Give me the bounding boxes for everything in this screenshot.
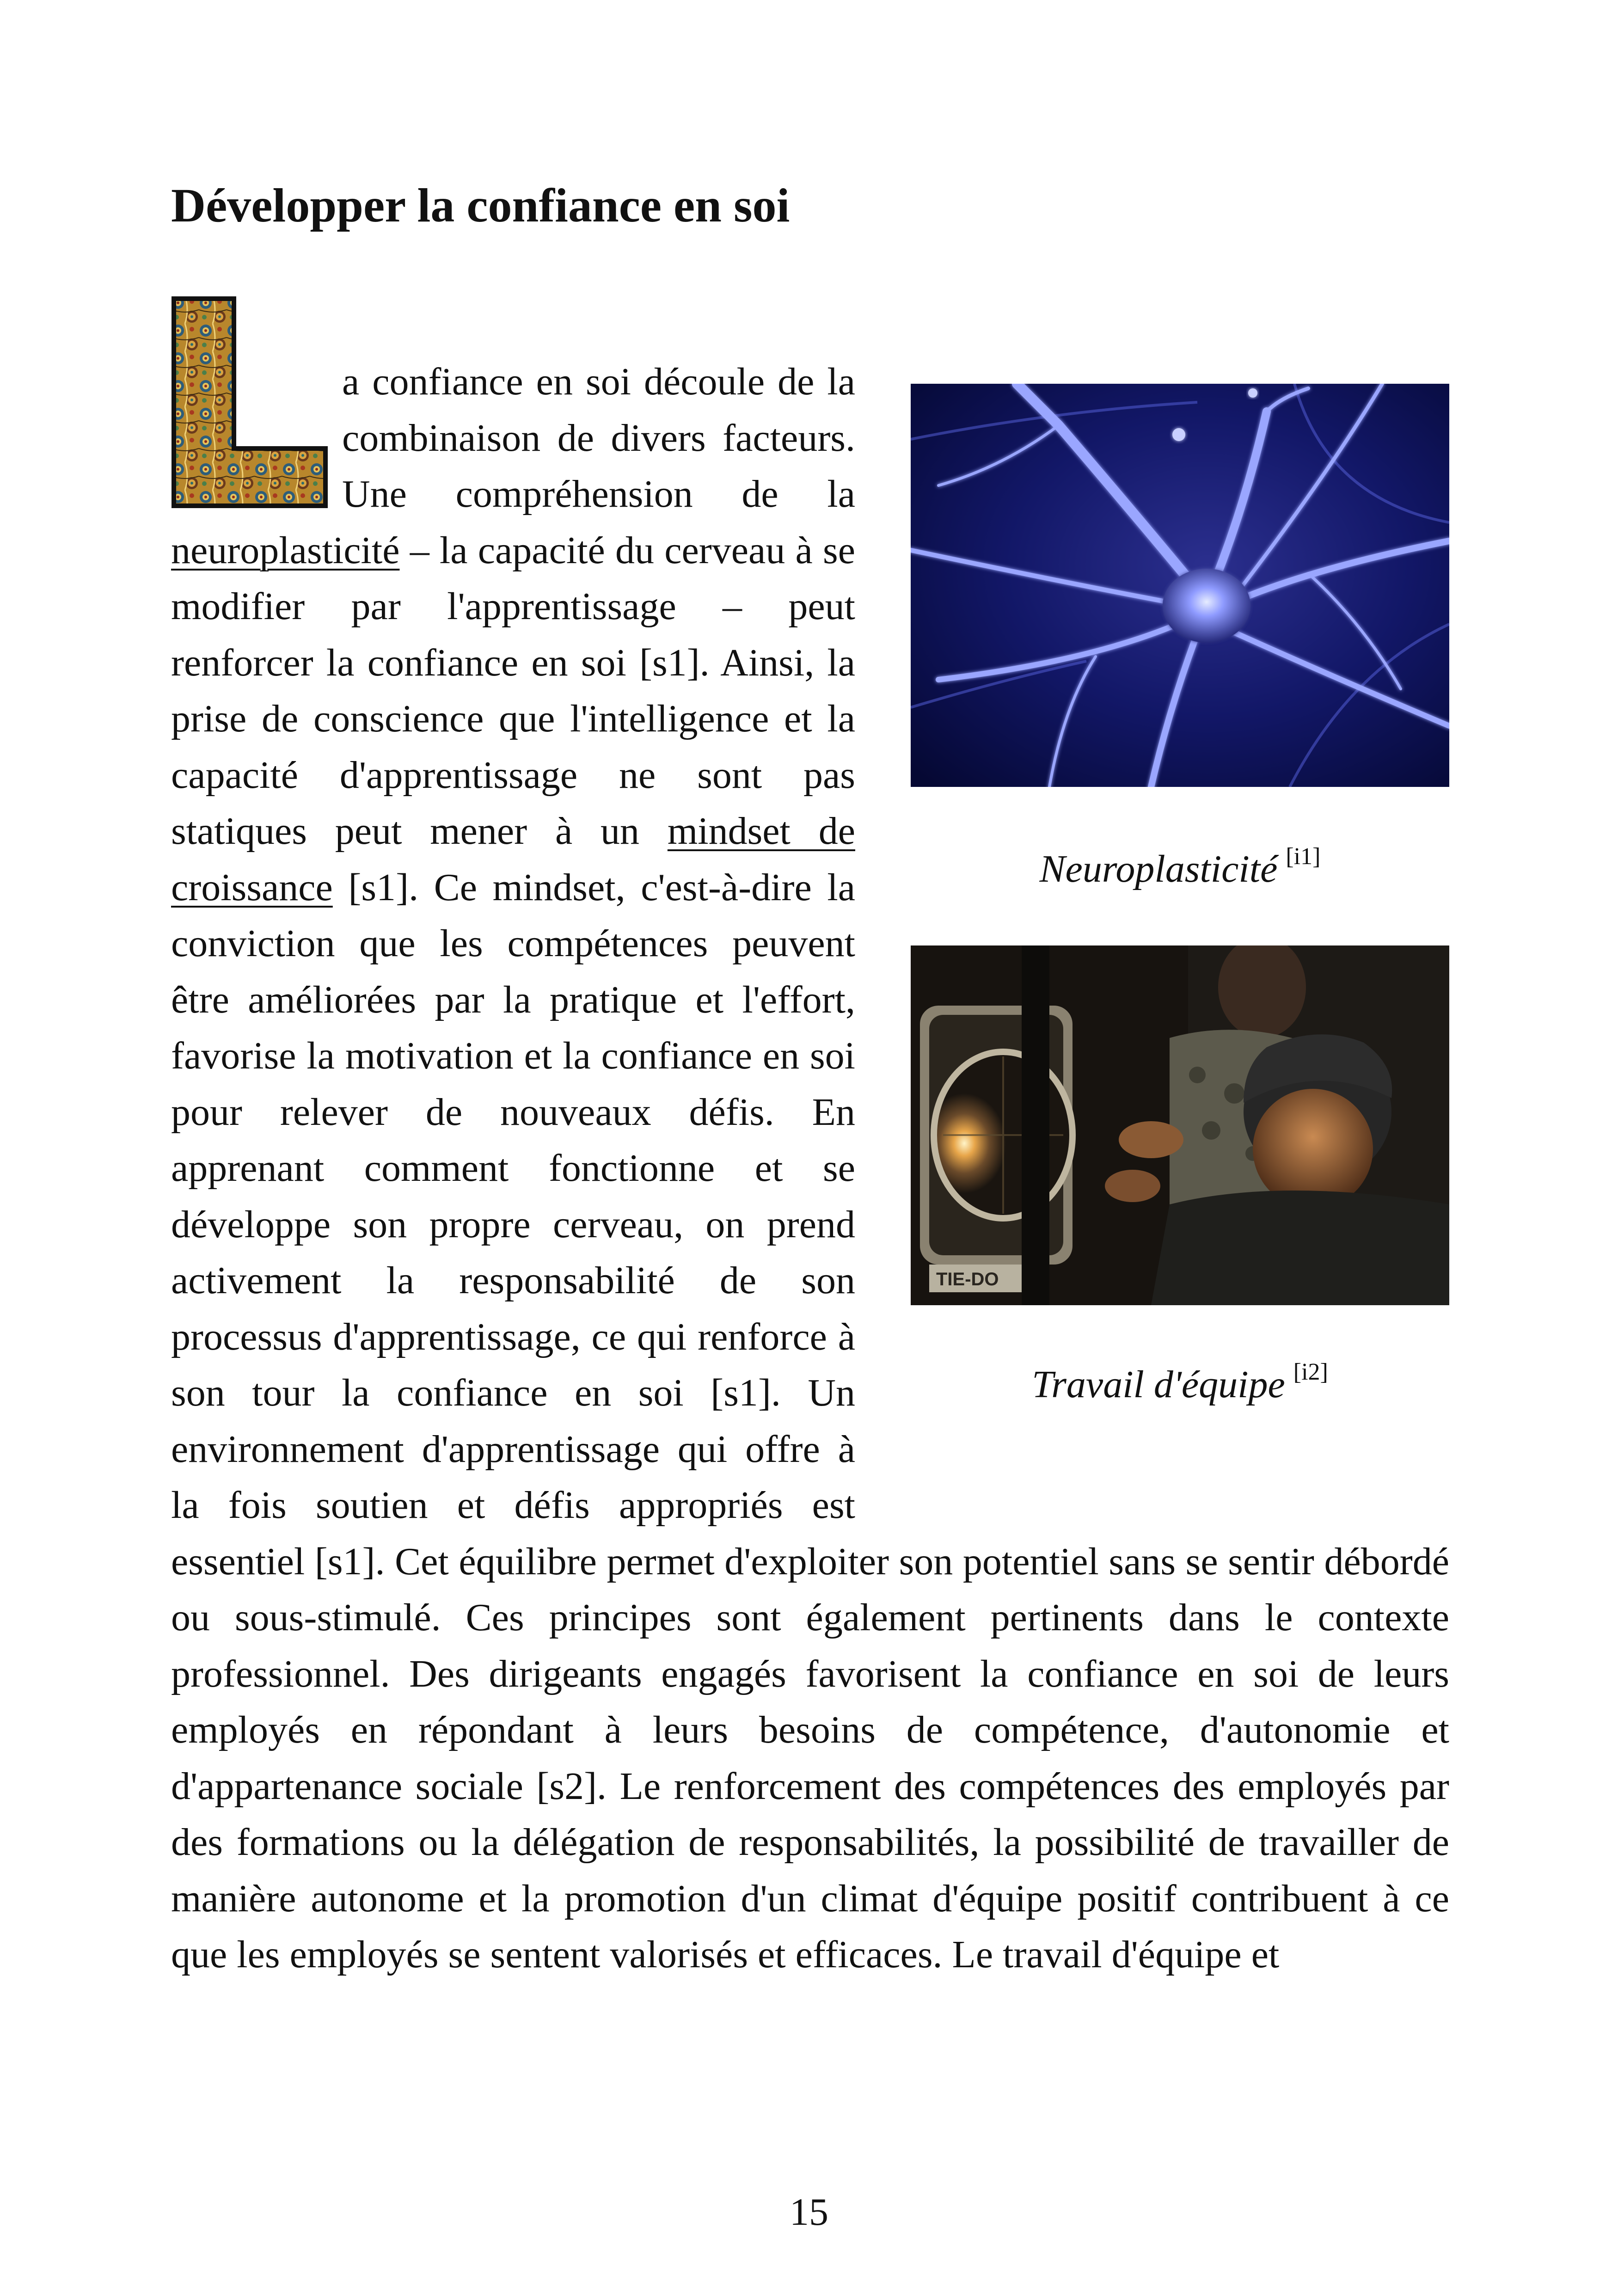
caption-text: Neuroplasticité	[1039, 847, 1278, 890]
image-ref[interactable]: [i2]	[1293, 1359, 1328, 1385]
page-title: Développer la confiance en soi	[171, 179, 790, 232]
page-number: 15	[790, 2191, 828, 2234]
growth-mindset-link[interactable]: mindset de croissance	[171, 810, 855, 909]
caption-text: Travail d'équipe	[1032, 1363, 1285, 1406]
svg-text:TIE-DO: TIE-DO	[936, 1269, 999, 1289]
paragraph-text: – la capacité du cerveau à se modifier par l'apprentissage – peut renforcer la confiance en soi [s1]. Ainsi, la prise de conscience que l'intelligence et la capacité d'apprentissage ne sont pas statiques peut mener à un	[171, 528, 855, 853]
neuroplasticity-link[interactable]: neuroplasticité	[171, 528, 400, 572]
figure-caption-neuroplasticity	[911, 843, 1449, 892]
dropcap-letter	[171, 296, 328, 509]
figure-column	[911, 384, 1449, 1493]
ornamental-l-icon	[171, 296, 328, 509]
teamwork-photo	[911, 945, 1449, 1305]
body-text	[171, 354, 1449, 1983]
neuron-image	[911, 384, 1449, 787]
image-ref[interactable]: [i1]	[1286, 843, 1321, 870]
teamwork-figure	[911, 945, 1449, 1305]
neuroplasticity-figure	[911, 384, 1449, 787]
figure-caption-teamwork	[911, 1359, 1449, 1408]
paragraph-text: [s1]. Ce mindset, c'est-à-dire la conviction que les compétences peuvent être améliorées par la pratique et l'effort, favorise la motivation et la confiance en soi pour relever de nouveaux défis. En apprenant comment fonctionne et se développe son propre cerveau, on prend activement la responsabilité de son processus d'apprentissage, ce qui renforce à son tour la confiance en soi [s1]. Un environnement d'apprentissage qui offre à la fois soutien et défis appropriés est essentiel [s1]. Cet équilibre permet d'exploiter son potentiel sans se sentir débordé ou sous-stimulé. Ces principes sont également pertinents dans le contexte professionnel. Des dirigeants engagés favorisent la confiance en soi de leurs employés en répondant à leurs besoins de compétence, d'autonomie et d'appartenance sociale [s2]. Le renforcement des compétences des employés par des formations ou la délégation de responsabilités, la possibilité de travailler de manière autonome et la promotion d'un climat d'équipe positif contribuent à ce que les employés se sentent valorisés et efficaces. Le travail d'équipe et	[171, 866, 1449, 1976]
paragraph-text: a confiance en soi découle de la combinaison de divers facteurs. Une compréhension de la	[342, 360, 855, 516]
